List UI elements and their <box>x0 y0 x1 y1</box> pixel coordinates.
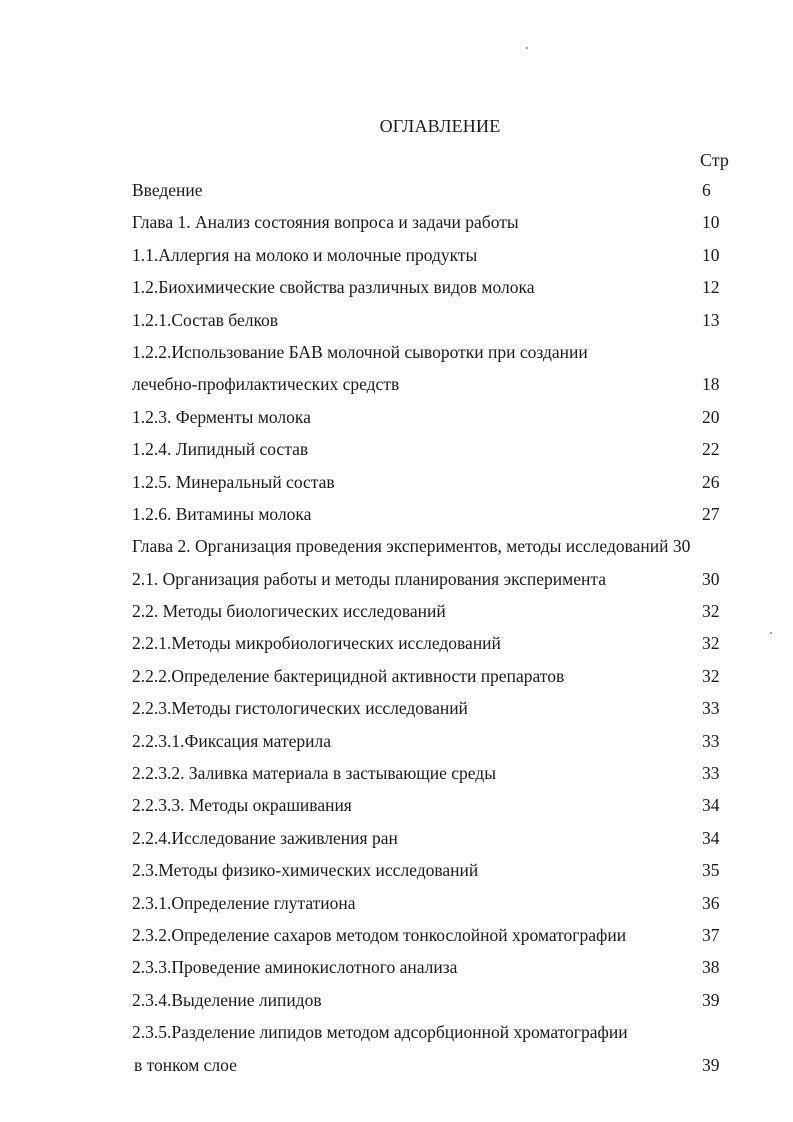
toc-entry <box>132 472 732 504</box>
toc-entry-label: 1.1.Аллергия на молоко и молочные продукты <box>132 244 478 265</box>
table-of-contents <box>132 180 732 1087</box>
toc-entry-label: 2.3.4.Выделение липидов <box>132 989 322 1010</box>
toc-entry <box>132 245 732 277</box>
toc-entry-label: 2.2.3.3. Методы окрашивания <box>132 795 352 816</box>
toc-entry-page: 34 <box>702 795 720 816</box>
toc-entry <box>132 407 732 439</box>
toc-entry-label: 2.3.2.Определение сахаров методом тонкослойной хроматографии <box>132 924 627 945</box>
toc-entry-page: 33 <box>702 730 720 751</box>
toc-entry-page: 22 <box>702 439 720 460</box>
toc-entry <box>132 1055 732 1087</box>
toc-entry-label: 2.2.3.2. Заливка материала в застывающие среды <box>132 763 496 784</box>
toc-entry-page: 39 <box>702 1054 720 1075</box>
toc-entry-label: 1.2.1.Состав белков <box>132 309 279 330</box>
toc-entry-label: 2.2.2.Определение бактерицидной активности препаратов <box>132 665 565 686</box>
toc-entry <box>132 601 732 633</box>
toc-entry <box>132 536 732 568</box>
toc-entry <box>132 633 732 665</box>
toc-entry <box>132 374 732 406</box>
toc-entry <box>132 504 732 536</box>
toc-entry-page: 20 <box>702 406 720 427</box>
toc-entry <box>132 990 732 1022</box>
toc-entry-label: Введение <box>132 180 203 200</box>
toc-entry-page: 39 <box>702 989 720 1010</box>
toc-entry-page: 33 <box>702 698 720 719</box>
toc-entry-page: 27 <box>702 503 720 524</box>
scan-speck <box>770 632 772 634</box>
toc-entry-label: 2.2.1.Методы микробиологических исследований <box>132 633 501 654</box>
toc-entry-page: 32 <box>702 601 720 622</box>
toc-entry-page: 30 <box>672 536 691 557</box>
toc-entry-label: 1.2.5. Минеральный состав <box>132 471 335 492</box>
toc-entry <box>132 212 732 244</box>
toc-entry-label: Глава 1. Анализ состояния вопроса и задачи работы <box>132 212 519 233</box>
toc-entry-page: 38 <box>702 957 720 978</box>
toc-entry-page: 32 <box>702 633 720 654</box>
toc-entry-page: 10 <box>702 212 720 233</box>
toc-entry-page: 10 <box>702 244 720 265</box>
toc-entry-page: 37 <box>702 924 720 945</box>
toc-entry-label: 1.2.Биохимические свойства различных видов молока <box>132 277 535 298</box>
toc-entry-label: 2.2.4.Исследование заживления ран <box>132 827 398 848</box>
toc-entry-page: 18 <box>702 374 720 395</box>
toc-entry <box>132 763 732 795</box>
toc-entry <box>132 310 732 342</box>
document-title: ОГЛАВЛЕНИЕ <box>379 116 501 136</box>
toc-entry <box>132 1022 732 1054</box>
toc-entry-page: 32 <box>702 665 720 686</box>
toc-entry-label: 2.3.Методы физико-химических исследований <box>132 860 479 881</box>
toc-entry-page: 33 <box>702 763 720 784</box>
toc-entry <box>132 795 732 827</box>
toc-entry-label: 1.2.6. Витамины молока <box>132 503 312 524</box>
toc-entry <box>132 666 732 698</box>
toc-entry-label: в тонком слое <box>134 1054 237 1075</box>
toc-entry-label: лечебно-профилактических средств <box>132 374 400 395</box>
toc-entry-label: 2.1. Организация работы и методы планирования эксперимента <box>132 568 607 589</box>
toc-entry <box>132 860 732 892</box>
toc-entry <box>132 731 732 763</box>
toc-entry-label: 2.2. Методы биологических исследований <box>132 601 446 622</box>
toc-entry-page: 35 <box>702 860 720 881</box>
toc-entry <box>132 342 732 374</box>
toc-entry <box>132 698 732 730</box>
toc-entry-label: 2.3.5.Разделение липидов методом адсорбционной хроматографии <box>132 1022 628 1043</box>
toc-entry-label: 2.3.3.Проведение аминокислотного анализа <box>132 957 458 978</box>
toc-entry <box>132 277 732 309</box>
scan-speck <box>526 47 528 49</box>
toc-entry-page: 34 <box>702 827 720 848</box>
toc-entry <box>132 957 732 989</box>
toc-entry <box>132 828 732 860</box>
toc-entry <box>132 893 732 925</box>
toc-entry-label: 2.2.3.Методы гистологических исследований <box>132 698 468 719</box>
toc-entry <box>132 925 732 957</box>
toc-entry-label: 1.2.2.Использование БАВ молочной сыворотки при создании <box>132 341 588 362</box>
toc-entry-label: 1.2.4. Липидный состав <box>132 439 309 460</box>
toc-entry-label: 2.2.3.1.Фиксация материла <box>132 730 331 751</box>
toc-entry-label: 2.3.1.Определение глутатиона <box>132 892 356 913</box>
toc-entry-page: 6 <box>702 180 711 200</box>
toc-entry-page: 30 <box>702 568 720 589</box>
toc-entry-label: Глава 2. Организация проведения экспериментов, методы исследований <box>132 536 669 557</box>
toc-entry-page: 26 <box>702 471 720 492</box>
toc-entry-page: 12 <box>702 277 720 298</box>
toc-entry <box>132 439 732 471</box>
toc-entry-page: 13 <box>702 309 720 330</box>
toc-entry <box>132 180 732 212</box>
toc-entry-label: 1.2.3. Ферменты молока <box>132 406 311 427</box>
toc-entry <box>132 569 732 601</box>
page-column-header: Стр <box>700 150 729 170</box>
toc-entry-page: 36 <box>702 892 720 913</box>
